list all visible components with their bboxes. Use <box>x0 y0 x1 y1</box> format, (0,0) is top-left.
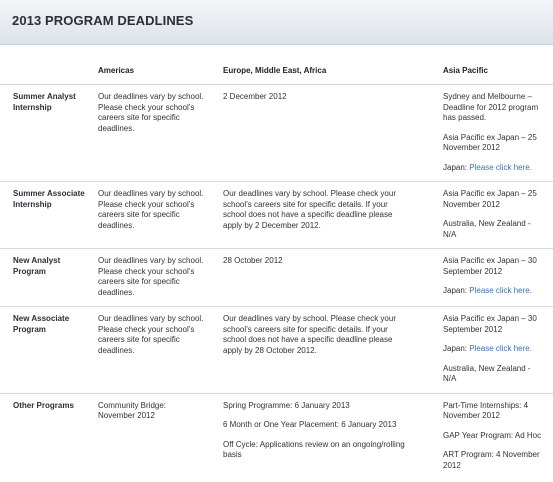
emea-cell <box>220 249 430 307</box>
asia-pacific-cell <box>430 393 553 479</box>
table-row <box>0 307 553 394</box>
column-header-asia-pacific: Asia Pacific <box>443 66 488 75</box>
column-header-program <box>0 45 85 85</box>
asia-pacific-cell <box>430 182 553 249</box>
column-header-americas: Americas <box>98 66 135 75</box>
americas-deadline-text: Our deadlines vary by school. Please check your school’s careers site for specific deadlines. <box>98 92 204 133</box>
americas-deadline-text: Our deadlines vary by school. Please check your school’s careers site for specific deadlines. <box>98 189 204 230</box>
program-name: Summer Associate Internship <box>0 182 85 249</box>
asia-pacific-deadline <box>443 286 545 297</box>
table-row <box>0 249 553 307</box>
program-name: New Associate Program <box>0 307 85 394</box>
asia-pacific-deadline <box>443 344 545 355</box>
asia-pacific-deadline-text: Asia Pacific ex Japan – 30 September 2012 <box>443 256 537 276</box>
asia-pacific-deadline-text: Japan: <box>443 344 470 353</box>
americas-cell <box>85 85 220 182</box>
emea-cell <box>220 393 430 479</box>
asia-pacific-cell <box>430 249 553 307</box>
asia-pacific-deadline <box>443 401 545 422</box>
emea-cell <box>220 182 430 249</box>
asia-pacific-deadline <box>443 364 545 385</box>
americas-cell <box>85 182 220 249</box>
deadlines-table <box>0 45 553 479</box>
emea-deadline-text: Spring Programme: 6 January 2013 <box>223 400 350 410</box>
asia-pacific-deadline <box>443 314 545 335</box>
asia-pacific-deadline <box>443 431 545 442</box>
table-body <box>0 85 553 480</box>
program-name: New Analyst Program <box>0 249 85 307</box>
asia-pacific-deadline-text: ART Program: 4 November 2012 <box>443 450 540 470</box>
asia-pacific-deadline-text: Japan: <box>443 162 470 172</box>
asia-pacific-deadline-text: Australia, New Zealand - N/A <box>443 363 531 383</box>
asia-pacific-deadline-text: Sydney and Melbourne – Deadline for 2012 program has passed. <box>443 92 539 122</box>
americas-deadline-text: Our deadlines vary by school. Please check your school’s careers site for specific deadlines. <box>98 314 204 355</box>
americas-deadline-text: Community Bridge: November 2012 <box>98 400 167 420</box>
table-row <box>0 182 553 249</box>
asia-pacific-deadline-text: Part-Time Internships: 4 November 2012 <box>443 400 529 420</box>
table-row <box>0 393 553 479</box>
emea-deadline-text: 6 Month or One Year Placement: 6 January 2013 <box>223 420 397 429</box>
program-name: Other Programs <box>0 393 85 479</box>
asia-pacific-deadline <box>443 450 545 471</box>
emea-deadline-text: 2 December 2012 <box>223 92 287 101</box>
asia-pacific-deadline <box>443 133 545 154</box>
please-click-here-link[interactable]: Please click here. <box>469 344 532 353</box>
emea-cell <box>220 307 430 394</box>
asia-pacific-deadline-text: Australia, New Zealand - N/A <box>443 219 531 239</box>
asia-pacific-deadline-text: Asia Pacific ex Japan – 25 November 2012 <box>443 132 537 152</box>
asia-pacific-deadline <box>443 163 545 174</box>
program-name: Summer Analyst Internship <box>0 85 85 182</box>
americas-cell <box>85 249 220 307</box>
asia-pacific-deadline <box>443 256 545 277</box>
page-header <box>0 0 553 45</box>
americas-deadline-text: Our deadlines vary by school. Please check your school’s careers site for specific deadlines. <box>98 256 204 297</box>
column-header-emea: Europe, Middle East, Africa <box>223 66 327 75</box>
emea-deadline-text: Our deadlines vary by school. Please check your school’s careers site for specific details. If your school does not have a specific deadline please apply by 28 October 2012. <box>223 314 396 355</box>
asia-pacific-cell <box>430 85 553 182</box>
page-title: 2013 PROGRAM DEADLINES <box>12 13 194 28</box>
asia-pacific-deadline <box>443 92 545 124</box>
asia-pacific-deadline <box>443 219 545 240</box>
asia-pacific-deadline-text: Japan: <box>443 286 470 295</box>
emea-cell <box>220 85 430 182</box>
asia-pacific-deadline-text: Asia Pacific ex Japan – 30 September 2012 <box>443 314 537 334</box>
table-header <box>0 45 553 85</box>
emea-deadline-text: 28 October 2012 <box>223 256 283 265</box>
americas-cell <box>85 393 220 479</box>
asia-pacific-deadline-text: Asia Pacific ex Japan – 25 November 2012 <box>443 189 537 209</box>
americas-cell <box>85 307 220 394</box>
asia-pacific-cell <box>430 307 553 394</box>
please-click-here-link[interactable]: Please click here. <box>469 286 532 295</box>
please-click-here-link[interactable]: Please click here. <box>469 162 532 172</box>
table-row <box>0 85 553 182</box>
asia-pacific-deadline-text: GAP Year Program: Ad Hoc <box>443 430 542 440</box>
asia-pacific-deadline <box>443 189 545 210</box>
emea-deadline-text: Off Cycle: Applications review on an ongoing/rolling basis <box>223 439 405 459</box>
emea-deadline-text: Our deadlines vary by school. Please check your school’s careers site for specific details. If your school does not have a specific deadline please apply by 2 December 2012. <box>223 189 396 230</box>
